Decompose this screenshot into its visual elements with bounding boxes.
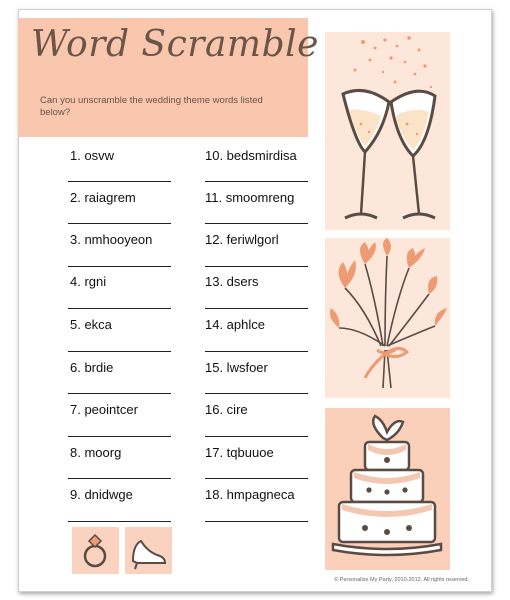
word-item-8: 8. moorg [70, 445, 122, 460]
cake-panel [325, 408, 450, 570]
champagne-glasses-illustration [325, 32, 450, 230]
answer-line-13 [205, 308, 308, 309]
word-item-15: 15. lwsfoer [205, 360, 268, 375]
shoe-icon [125, 527, 172, 574]
champagne-panel [325, 32, 450, 230]
answer-line-9 [68, 521, 171, 522]
shoe-tile [125, 527, 172, 574]
word-item-5: 5. ekca [70, 317, 112, 332]
word-item-16: 16. cire [205, 402, 248, 417]
word-item-10: 10. bedsmirdisa [205, 148, 297, 163]
answer-line-7 [68, 436, 171, 437]
answer-line-12 [205, 266, 308, 267]
word-item-6: 6. brdie [70, 360, 114, 375]
answer-line-1 [68, 181, 171, 182]
word-item-9: 9. dnidwge [70, 487, 133, 502]
ring-tile [72, 527, 119, 574]
copyright-notice: © Personalize My Party, 2010-2012. All rights reserved. [334, 577, 469, 583]
word-item-12: 12. feriwlgorl [205, 232, 279, 247]
word-item-2: 2. raiagrem [70, 190, 136, 205]
wedding-cake-illustration [325, 408, 450, 570]
answer-line-11 [205, 223, 308, 224]
instructions-text: Can you unscramble the wedding theme words listed below? [40, 95, 263, 118]
ring-icon [72, 527, 119, 574]
answer-line-17 [205, 478, 308, 479]
word-item-17: 17. tqbuuoe [205, 445, 274, 460]
answer-line-6 [68, 393, 171, 394]
answer-line-3 [68, 266, 171, 267]
page-title: Word Scramble [31, 24, 319, 65]
answer-line-15 [205, 393, 308, 394]
answer-line-18 [205, 521, 308, 522]
bouquet-panel [325, 238, 450, 398]
word-item-1: 1. osvw [70, 148, 115, 163]
word-item-14: 14. aphlce [205, 317, 265, 332]
word-item-3: 3. nmhooyeon [70, 232, 153, 247]
word-item-13: 13. dsers [205, 274, 259, 289]
word-item-11: 11. smoomreng [205, 190, 295, 205]
answer-line-10 [205, 181, 308, 182]
word-item-18: 18. hmpagneca [205, 487, 295, 502]
word-item-7: 7. peointcer [70, 402, 138, 417]
answer-line-16 [205, 436, 308, 437]
flower-bouquet-illustration [325, 238, 450, 398]
word-item-4: 4. rgni [70, 274, 107, 289]
answer-line-2 [68, 223, 171, 224]
answer-line-14 [205, 351, 308, 352]
answer-line-5 [68, 351, 171, 352]
answer-line-4 [68, 308, 171, 309]
answer-line-8 [68, 478, 171, 479]
